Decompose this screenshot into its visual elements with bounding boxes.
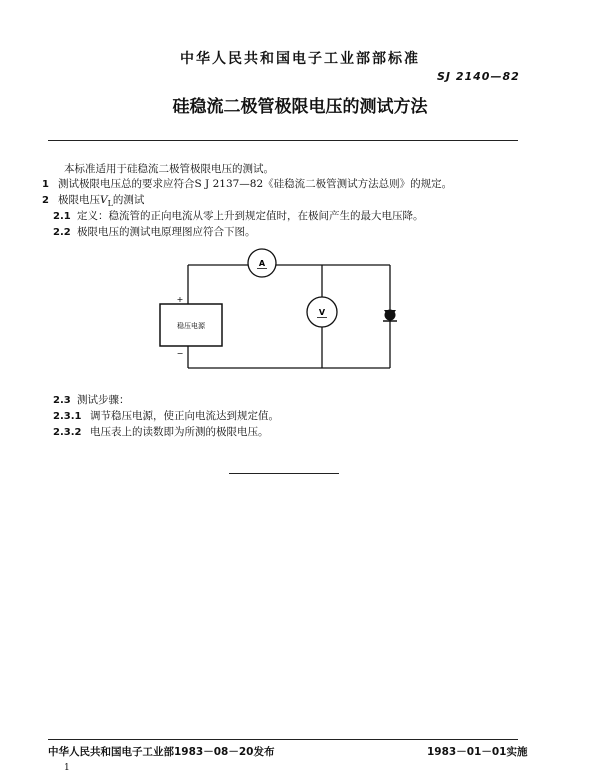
section-text: 极限电压 xyxy=(58,194,100,206)
section-2 xyxy=(42,192,144,208)
intro-paragraph: 本标准适用于硅稳流二极管极限电压的测试。 xyxy=(64,163,274,175)
section-2-3-1 xyxy=(53,408,279,423)
header-divider xyxy=(48,140,518,141)
section-number: 2.2 xyxy=(53,227,71,238)
section-text: 定义：稳流管的正向电流从零上升到规定值时，在极间产生的最大电压降。 xyxy=(77,210,424,222)
section-text-suffix: 的测试 xyxy=(112,194,145,206)
section-number: 2.3.2 xyxy=(53,427,82,438)
section-text: 测试步骤： xyxy=(77,394,130,406)
section-text: 测试极限电压总的要求应符合S J 2137—82《硅稳流二极管测试方法总则》的规定。 xyxy=(58,178,453,190)
ammeter-label: A xyxy=(258,259,266,268)
section-1 xyxy=(42,176,452,191)
section-number: 1 xyxy=(42,179,49,190)
section-2-2 xyxy=(53,224,256,239)
footer-divider xyxy=(48,739,518,740)
diode-body-icon xyxy=(385,310,396,321)
issue-date: 中华人民共和国电子工业部1983－08－20发布 xyxy=(48,746,275,758)
section-number: 2.3.1 xyxy=(53,411,82,422)
effective-date: 1983－01－01实施 xyxy=(427,746,528,758)
page-number: 1 xyxy=(64,763,70,773)
section-number: 2.1 xyxy=(53,211,71,222)
voltage-symbol: V xyxy=(100,194,108,206)
test-circuit-diagram xyxy=(150,240,410,380)
section-text: 调节稳压电源，使正向电流达到规定值。 xyxy=(90,410,279,422)
section-number: 2.3 xyxy=(53,395,71,406)
section-number: 2 xyxy=(42,195,49,206)
section-text: 电压表上的读数即为所测的极限电压。 xyxy=(90,426,269,438)
voltage-subscript: L xyxy=(107,199,113,209)
plus-terminal-sign: + xyxy=(176,295,184,304)
section-2-3 xyxy=(53,392,130,407)
power-supply-label: 稳压电源 xyxy=(177,322,205,330)
voltmeter-label: V xyxy=(318,308,326,317)
standard-code: SJ 2140—82 xyxy=(437,70,520,83)
section-text: 极限电压的测试电原理图应符合下图。 xyxy=(77,226,256,238)
document-title: 硅稳流二极管极限电压的测试方法 xyxy=(172,97,428,117)
issuing-organization: 中华人民共和国电子工业部部标准 xyxy=(180,51,420,67)
section-2-3-2 xyxy=(53,424,269,439)
minus-terminal-sign: − xyxy=(176,349,184,358)
end-of-text-rule xyxy=(229,473,339,474)
section-2-1 xyxy=(53,208,424,223)
